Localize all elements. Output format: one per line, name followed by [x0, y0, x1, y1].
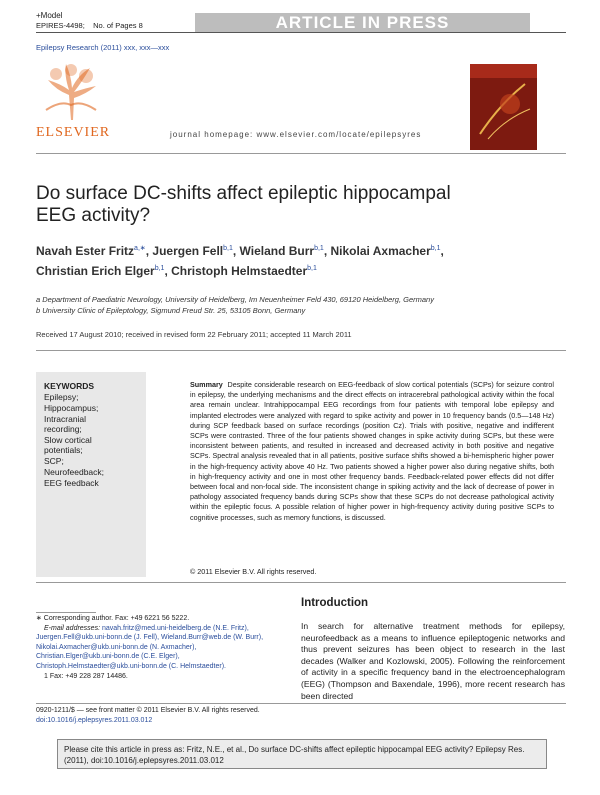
author-name: Navah Ester Fritz: [36, 244, 135, 258]
author-name: Christoph Helmstaedter: [171, 264, 308, 278]
masthead-divider: [36, 153, 566, 154]
author-name: Nikolai Axmacher: [330, 244, 431, 258]
elsevier-wordmark: ELSEVIER: [36, 125, 111, 140]
issn-block: [36, 706, 260, 726]
journal-homepage[interactable]: journal homepage: www.elsevier.com/locate/epilepsyres: [170, 130, 422, 139]
author-affiliation-ref[interactable]: b,1: [307, 265, 317, 272]
article-in-press-banner: ARTICLE IN PRESS: [195, 13, 530, 33]
issn-line: 0920-1211/$ — see front matter © 2011 Elsevier B.V. All rights reserved.: [36, 707, 260, 714]
corresponding-author-footnote: [36, 614, 276, 681]
author-list: [36, 240, 576, 280]
author-name: Juergen Fell: [152, 244, 224, 258]
citation-notice: Please cite this article in press as: Fritz, N.E., et al., Do surface DC-shifts affect epileptic hippocampal EEG activity? Epilepsy Res. (2011), doi:10.1016/j.eplepsyres.2011.03.012: [57, 739, 547, 769]
keyword: Intracranial: [44, 414, 87, 424]
keyword: SCP;: [44, 456, 64, 466]
author-line-1: Navah Ester Fritz$^{a,∗}$, Juergen Fell$^{b,1}$, Wieland Burr$^{b,1}$, Nikolai Axmacher$^{b,1}$,: [36, 244, 444, 258]
title-line-2: EEG activity?: [36, 205, 151, 226]
copyright-notice: © 2011 Elsevier B.V. All rights reserved.: [190, 567, 317, 576]
keyword: EEG feedback: [44, 478, 99, 488]
keywords-title: KEYWORDS: [44, 381, 95, 391]
abstract: [190, 380, 554, 523]
article-history: Received 17 August 2010; received in revised form 22 February 2011; accepted 11 March 2011: [36, 330, 352, 339]
author-affiliation-ref[interactable]: b,1: [314, 245, 324, 252]
introduction-text: In search for alternative treatment methods for epilepsy, neurofeedback as a means to influence epileptogenic networks and thus prevent seizures has been object to research in the last decades (Walker and Kozlowski, 2005). Following the reinforcement of activity in a specific frequency band in the electroencephalogram (EEG) (Thompson and Baxendale, 1996), more recent research has been directed: [301, 621, 565, 701]
keyword: recording;: [44, 424, 82, 434]
footnote-fax: 1 Fax: +49 228 287 14486.: [44, 672, 128, 680]
footnote-rule: [36, 612, 96, 613]
journal-cover-image: [470, 64, 537, 150]
journal-reference[interactable]: Epilepsy Research (2011) xxx, xxx—xxx: [36, 43, 170, 52]
keyword: potentials;: [44, 445, 83, 455]
article-title: [36, 183, 536, 227]
corresponding-fax: ∗ Corresponding author. Fax: +49 6221 56 5222.: [36, 615, 190, 622]
affiliation-b: b University Clinic of Epileptology, Sigmund Freud Str. 25, 53105 Bonn, Germany: [36, 306, 306, 315]
abstract-label: Summary: [190, 380, 223, 389]
author-name: Christian Erich Elger: [36, 264, 155, 278]
epires-code: EPIRES-4498;: [36, 21, 85, 30]
history-divider: [36, 350, 566, 351]
issn-divider: [36, 703, 566, 704]
author-affiliation-ref[interactable]: a,∗: [134, 245, 146, 252]
doi-link[interactable]: doi:10.1016/j.eplepsyres.2011.03.012: [36, 717, 153, 724]
page-count: No. of Pages 8: [93, 21, 143, 30]
title-line-1: Do surface DC-shifts affect epileptic hippocampal: [36, 183, 451, 204]
keyword: Hippocampus;: [44, 403, 99, 413]
header-divider: [36, 32, 566, 33]
author-affiliation-ref[interactable]: b,1: [154, 265, 165, 272]
abstract-text: Despite considerable research on EEG-feedback of slow cortical potentials (SCPs) for seizure control in epilepsy, the underlying mechanisms and the direct effects on intracerebral pathological activity within the focal area remain unclear. Intrahippocampal EEG recordings from four patients with temporal lobe epilepsy and implanted electrodes were analyzed with regard to spike activity and power in 10 frequency bands (0.5—148 Hz) during SCP feedback based on surface recordings (position Cz). Trials with positive, negative and indifferent SCPs were contrasted. Three of the four patients showed changes in spike activity during SCPs, but these were inconsistent between patients, and resulted in increased and decreased activity in both positive and negative SCPs. Spectral analysis revealed that in all patients, positive surface shifts showed a bi-hemispheric higher power in the high-frequency activity above 40 Hz. Two patients showed a higher power also during negative shifts, both in high-frequency activity and one in most other frequency bands. Feedback-related power effects did not differ between focal and non-focal side. The inconsistent change in spiking activity and the lack of decrease of power in pathology associated frequency bands during SCPs show that these SCPs do not decrease pathological activity within the epileptic focus. A possible relation of higher power in high-frequency activity during positive SCPs to cognitive processes, such as memory functions, is discussed.: [190, 380, 554, 522]
keyword: Epilepsy;: [44, 392, 79, 402]
email-addresses: [36, 624, 276, 672]
keyword: Slow cortical: [44, 435, 92, 445]
email-label: E-mail addresses:: [44, 624, 101, 632]
author-name: Wieland Burr: [239, 244, 315, 258]
article-id: [36, 21, 143, 30]
model-label: +Model: [36, 11, 63, 20]
keyword: Neurofeedback;: [44, 467, 105, 477]
author-affiliation-ref[interactable]: b,1: [430, 245, 441, 252]
abstract-divider: [36, 582, 566, 583]
affiliation-a: a Department of Paediatric Neurology, University of Heidelberg, Im Neuenheimer Feld 430, 69120 Heidelberg, Germany: [36, 295, 434, 304]
introduction-heading: Introduction: [301, 597, 369, 609]
email-list[interactable]: navah.fritz@med.uni-heidelberg.de (N.E. Fritz), Juergen.Fell@ukb.uni-bonn.de (J. Fell), Wieland.Burr@web.de (W. Burr), Nikolai.Axmacher@ukb.uni-bonn.de (N. Axmacher), Christian.Elger@ukb.uni-bonn.de (C.E. Elger), Christoph.Helmstaedter@ukb.uni-bonn.de (C. Helmstaedter).: [36, 624, 264, 670]
author-affiliation-ref[interactable]: b,1: [223, 245, 233, 252]
affiliations: [36, 294, 576, 316]
author-line-2: Christian Erich Elger$^{b,1}$, Christoph Helmstaedter$^{b,1}$: [36, 264, 317, 278]
